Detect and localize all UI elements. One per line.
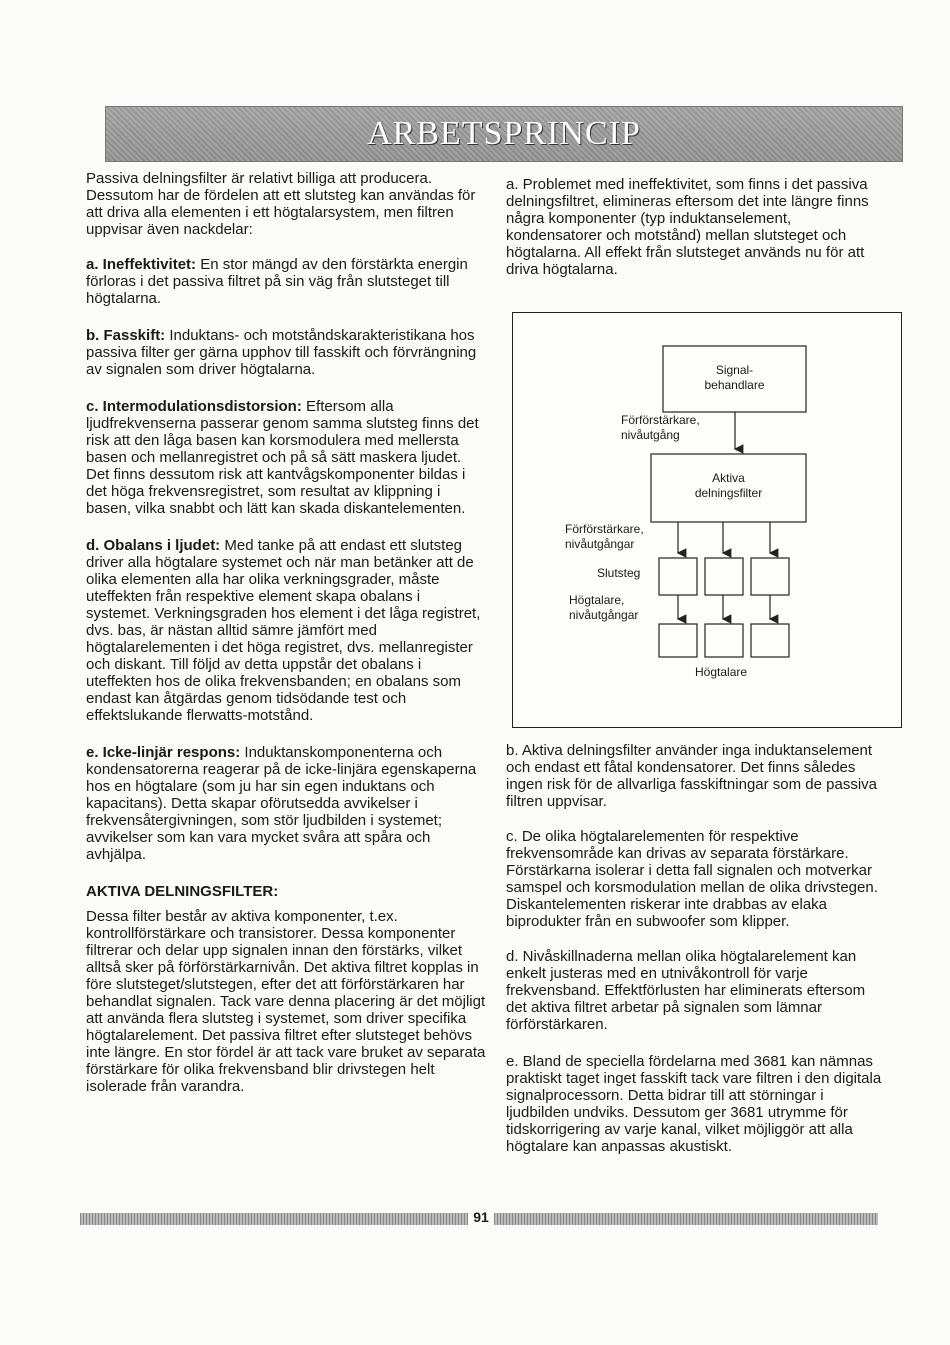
right-item-b: b. Aktiva delningsfilter använder inga induktanselement och endast ett fåtal kondensatorer. Det finns således ingen risk för de allvarliga fasskiftningar som de passiva filtren uppvisar.: [506, 742, 878, 810]
left-column: [86, 170, 486, 1095]
item-d-label: d. Obalans i ljudet:: [86, 537, 221, 554]
item-b-label: b. Fasskift:: [86, 327, 166, 344]
right-column: [506, 176, 888, 278]
item-e-paragraph: [86, 744, 486, 863]
right-item-a: a. Problemet med ineffektivitet, som finns i det passiva delningsfiltret, elimineras eftersom det inte längre finns några komponenter (typ induktanselement, kondensatorer och motstånd) mellan slutsteget och högtalarna. All effekt från slutsteget används nu för att driva högtalarna.: [506, 176, 869, 278]
item-d-paragraph: [86, 537, 486, 724]
right-item-d: d. Nivåskillnaderna mellan olika högtalarelement kan enkelt justeras med en utnivåkontroll för varje frekvensband. Effektförlusten har eliminerats eftersom det aktiva filtret arbetar på signalen som lämnar förförstärkaren.: [506, 948, 866, 1033]
item-d-text: Med tanke på att endast ett slutsteg driver alla högtalare systemet och när man betänker att de olika elementen alla har olika verkningsgrader, måste uteffekten från respektive element skapa obalans i systemet. Verkningsgraden hos element i det låga registret, dvs. bas, är nästan alltid sämre jämfört med högtalarelementen i det höga registret, dvs. mellanregister och diskant. Till följd av detta uppstår det obalans i uteffekten hos de olika frekvensbanden; en obalans som endast kan åtgärdas genom tidsödande test och effektslukande flerwatts-motstånd.: [86, 537, 481, 724]
speaker-box-2: [705, 624, 743, 657]
page-title: ARBETSPRINCIP: [367, 115, 641, 152]
item-c-label: c. Intermodulationsdistorsion:: [86, 398, 302, 415]
amp-box-2: [705, 558, 743, 595]
item-e-label: e. Icke-linjär respons:: [86, 744, 241, 761]
speaker-box-1: [659, 624, 697, 657]
footer-rule-left: [80, 1213, 468, 1225]
footer-rule-right: [494, 1213, 878, 1225]
right-column-lower: [506, 742, 888, 1155]
item-e-text: Induktanskomponenterna och kondensatorerna reagerar på de icke-linjära egenskaperna hos en högtalare (som ju har sin egen induktans och kapacitans). Detta skapar oförutsedda avvikelser i frekvensåtergivningen, som stör ljudbilden i systemet; avvikelser som kan vara mycket svåra att spåra och avhjälpa.: [86, 744, 477, 863]
preamp-outputs-label: Förförstärkare, nivåutgångar: [565, 522, 644, 551]
section-heading: AKTIVA DELNINGSFILTER:: [86, 883, 279, 900]
item-b-text: Induktans- och motståndskarakteristikana hos passiva filter ger gärna upphov till fasskift och förvrängning av signalen som driver högtalarna.: [86, 327, 477, 378]
item-a-paragraph: [86, 256, 486, 307]
item-a-label: a. Ineffektivitet:: [86, 256, 197, 273]
item-c-paragraph: [86, 398, 486, 517]
preamp-output-label: Förförstärkare, nivåutgång: [621, 413, 700, 442]
signal-processor-label: Signal- behandlare: [704, 363, 765, 392]
amp-box-3: [751, 558, 789, 595]
speakers-label: Högtalare: [695, 665, 748, 679]
item-b-paragraph: [86, 327, 486, 378]
closing-paragraph: Dessa filter består av aktiva komponenter, t.ex. kontrollförstärkare och transistorer. Dessa komponenter filtrerar och delar upp signalen innan den förstärks, vilket alltså sker på förförstärkarnivån. Det aktiva filtret kopplas in före slutsteget/slutstegen, efter det att förförstärkaren har behandlat signalen. Tack vare denna placering är det möjligt att använda flera slutsteg i systemet, som driver specifika högtalarelement. Det passiva filtret efter slutsteget behövs inte längre. En stor fördel är att tack vare bruket av separata förstärkare för olika frekvensband blir drivstegen helt isolerade från varandra.: [86, 908, 486, 1095]
speaker-outputs-label: Högtalare, nivåutgångar: [569, 593, 639, 622]
speaker-box-3: [751, 624, 789, 657]
power-amp-label: Slutsteg: [597, 566, 641, 580]
crossover-label: Aktiva delningsfilter: [694, 471, 763, 500]
right-item-c: c. De olika högtalarelementen för respektive frekvensområde kan drivas av separata förstärkare. Förstärkarna isolerar i detta fall signalen och motverkar samspel och korsmodulation mellan de olika drivstegen. Diskantelementen riskerar inte drabbas av elaka biprodukter från en subwoofer som klipper.: [506, 828, 878, 930]
page-number: 91: [473, 1209, 489, 1225]
title-banner: [105, 106, 903, 162]
item-c-text: Eftersom alla ljudfrekvenserna passerar genom samma slutsteg finns det risk att den låga basen kan korsmodulera med mellersta basen och mellanregistret och på så sätt maskera ljudet. Det finns dessutom risk att kantvågskomponenter bildas i det höga frekvensregistret, som resultat av klippning i basen, vilka snabbt och lätt kan skada diskantelementen.: [86, 398, 479, 517]
right-item-e: e. Bland de speciella fördelarna med 3681 kan nämnas praktiskt taget inget fasskift tack vare filtren i den digitala signalprocessorn. Detta bidrar till att störningar i ljudbilden undviks. Dessutom ger 3681 utrymme för tidskorrigering av varje kanal, vilket möjliggör att alla högtalare kan anpassas akustiskt.: [506, 1053, 882, 1155]
item-a-text: En stor mängd av den förstärkta energin förloras i det passiva filtret på sin väg från slutsteget till högtalarna.: [86, 256, 468, 307]
signal-flow-diagram: [512, 312, 902, 728]
intro-paragraph: Passiva delningsfilter är relativt billiga att producera. Dessutom har de fördelen att ett slutsteg kan användas för att driva alla elementen i ett högtalarsystem, men filtren uppvisar även nackdelar:: [86, 170, 476, 238]
amp-box-1: [659, 558, 697, 595]
